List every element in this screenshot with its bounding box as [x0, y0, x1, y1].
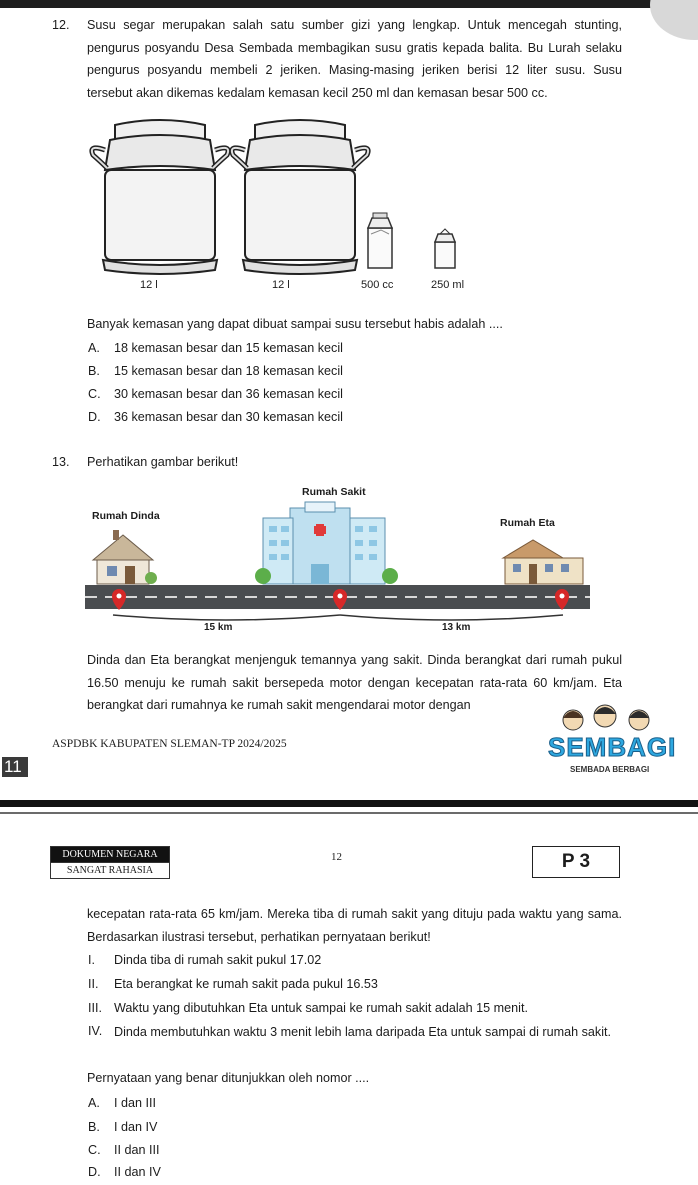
statement-number: I.: [88, 953, 95, 967]
option-13-c: [88, 1140, 160, 1160]
small-pack-label: 250 ml: [431, 279, 465, 291]
statement-4: [88, 1021, 623, 1043]
option-12-a: [88, 338, 343, 358]
option-12-b: [88, 361, 343, 381]
option-13-a: [88, 1093, 156, 1113]
page-number-right: 12: [331, 851, 342, 863]
statement-number: IV.: [88, 1024, 103, 1038]
option-text: 15 kemasan besar dan 18 kemasan kecil: [114, 364, 343, 378]
statement-2: [88, 974, 623, 994]
distance-right-label: 13 km: [442, 622, 471, 633]
question-12-prompt: Banyak kemasan yang dapat dibuat sampai susu tersebut habis adalah ....: [87, 317, 503, 331]
option-13-d: [88, 1162, 161, 1182]
option-12-c: [88, 384, 343, 404]
question-12-number: 12.: [52, 18, 70, 32]
doc-line-1: DOKUMEN NEGARA: [51, 847, 169, 863]
question-13-intro: Perhatikan gambar berikut!: [87, 455, 239, 469]
can-2-label: 12 l: [272, 279, 290, 291]
option-text: I dan III: [114, 1096, 157, 1110]
question-13-continuation: kecepatan rata-rata 65 km/jam. Mereka tiba di rumah sakit yang dituju pada waktu yang sama. Berdasarkan ilustrasi tersebut, perhatikan pernyataan berikut!: [87, 907, 622, 944]
statement-1: [88, 950, 623, 970]
option-letter: A.: [88, 341, 100, 355]
option-text: 30 kemasan besar dan 36 kemasan kecil: [114, 387, 343, 401]
option-12-d: [88, 407, 343, 427]
option-letter: D.: [88, 410, 101, 424]
milk-can-icon: [92, 120, 228, 274]
statement-3: [88, 998, 623, 1018]
option-letter: D.: [88, 1165, 101, 1179]
can-1-label: 12 l: [140, 279, 158, 291]
statement-number: III.: [88, 1001, 102, 1015]
page-number-left: 11: [2, 757, 28, 777]
question-13-number: 13.: [52, 455, 70, 469]
hospital-label: Rumah Sakit: [302, 486, 366, 498]
option-text: 18 kemasan besar dan 15 kemasan kecil: [114, 341, 343, 355]
hospital-icon: [255, 502, 398, 584]
paper-code-box: P 3: [532, 846, 620, 878]
milk-can-icon: [232, 120, 368, 274]
option-text: 36 kemasan besar dan 30 kemasan kecil: [114, 410, 343, 424]
option-13-b: [88, 1117, 157, 1137]
sembagi-logo-subtext: SEMBADA BERBAGI: [570, 765, 650, 774]
doc-line-2: SANGAT RAHASIA: [66, 865, 154, 876]
distance-left-label: 15 km: [204, 622, 233, 633]
big-pack-label: 500 cc: [361, 279, 394, 291]
page-top-edge: [0, 0, 698, 8]
document-classification-box: [50, 846, 170, 879]
route-illustration: [85, 480, 595, 640]
question-13-prompt: Pernyataan yang benar ditunjukkan oleh nomor ....: [87, 1071, 370, 1085]
house-dinda-icon: [93, 530, 157, 584]
dinda-house-label: Rumah Dinda: [92, 510, 160, 522]
corner-shadow: [650, 0, 698, 40]
option-letter: B.: [88, 364, 100, 378]
option-letter: C.: [88, 1143, 101, 1157]
option-letter: B.: [88, 1120, 100, 1134]
eta-house-label: Rumah Eta: [500, 517, 555, 529]
question-13-text: Dinda dan Eta berangkat menjenguk temannya yang sakit. Dinda berangkat dari rumah pukul 16.50 menuju ke rumah sakit bersepeda motor dengan kecepatan rata-rata 60 km/jam. Eta berangkat dari rumahnya ke rumah sakit mengendarai motor dengan: [87, 653, 622, 712]
milk-illustration: [85, 110, 505, 300]
page-divider-line: [0, 812, 698, 814]
milk-carton-small-icon: [435, 229, 455, 268]
exam-footer: ASPDBK KABUPATEN SLEMAN-TP 2024/2025: [52, 738, 287, 750]
option-letter: A.: [88, 1096, 100, 1110]
page-divider: [0, 800, 698, 807]
question-12-text: Susu segar merupakan salah satu sumber gizi yang lengkap. Untuk mencegah stunting, pengurus posyandu Desa Sembada membagikan susu gratis kepada balita. Bu Lurah selaku pengurus posyandu membeli 2 jeriken. Masing-masing jeriken berisi 12 liter susu. Susu tersebut akan dikemas kedalam kemasan kecil 250 ml dan kemasan besar 500 cc.: [87, 18, 622, 100]
option-text: II dan III: [114, 1143, 160, 1157]
option-text: II dan IV: [114, 1165, 161, 1179]
milk-carton-large-icon: [368, 213, 392, 268]
statement-text: Eta berangkat ke rumah sakit pada pukul 16.53: [114, 977, 378, 991]
option-text: I dan IV: [114, 1120, 158, 1134]
statement-text: Dinda membutuhkan waktu 3 menit lebih lama daripada Eta untuk sampai di rumah sakit.: [114, 1025, 612, 1039]
statement-text: Dinda tiba di rumah sakit pukul 17.02: [114, 953, 322, 967]
sembagi-logo-text: SEMBAGI: [548, 732, 677, 762]
statement-text: Waktu yang dibutuhkan Eta untuk sampai ke rumah sakit adalah 15 menit.: [114, 1001, 528, 1015]
house-eta-icon: [503, 540, 583, 584]
option-letter: C.: [88, 387, 101, 401]
statement-number: II.: [88, 977, 99, 991]
